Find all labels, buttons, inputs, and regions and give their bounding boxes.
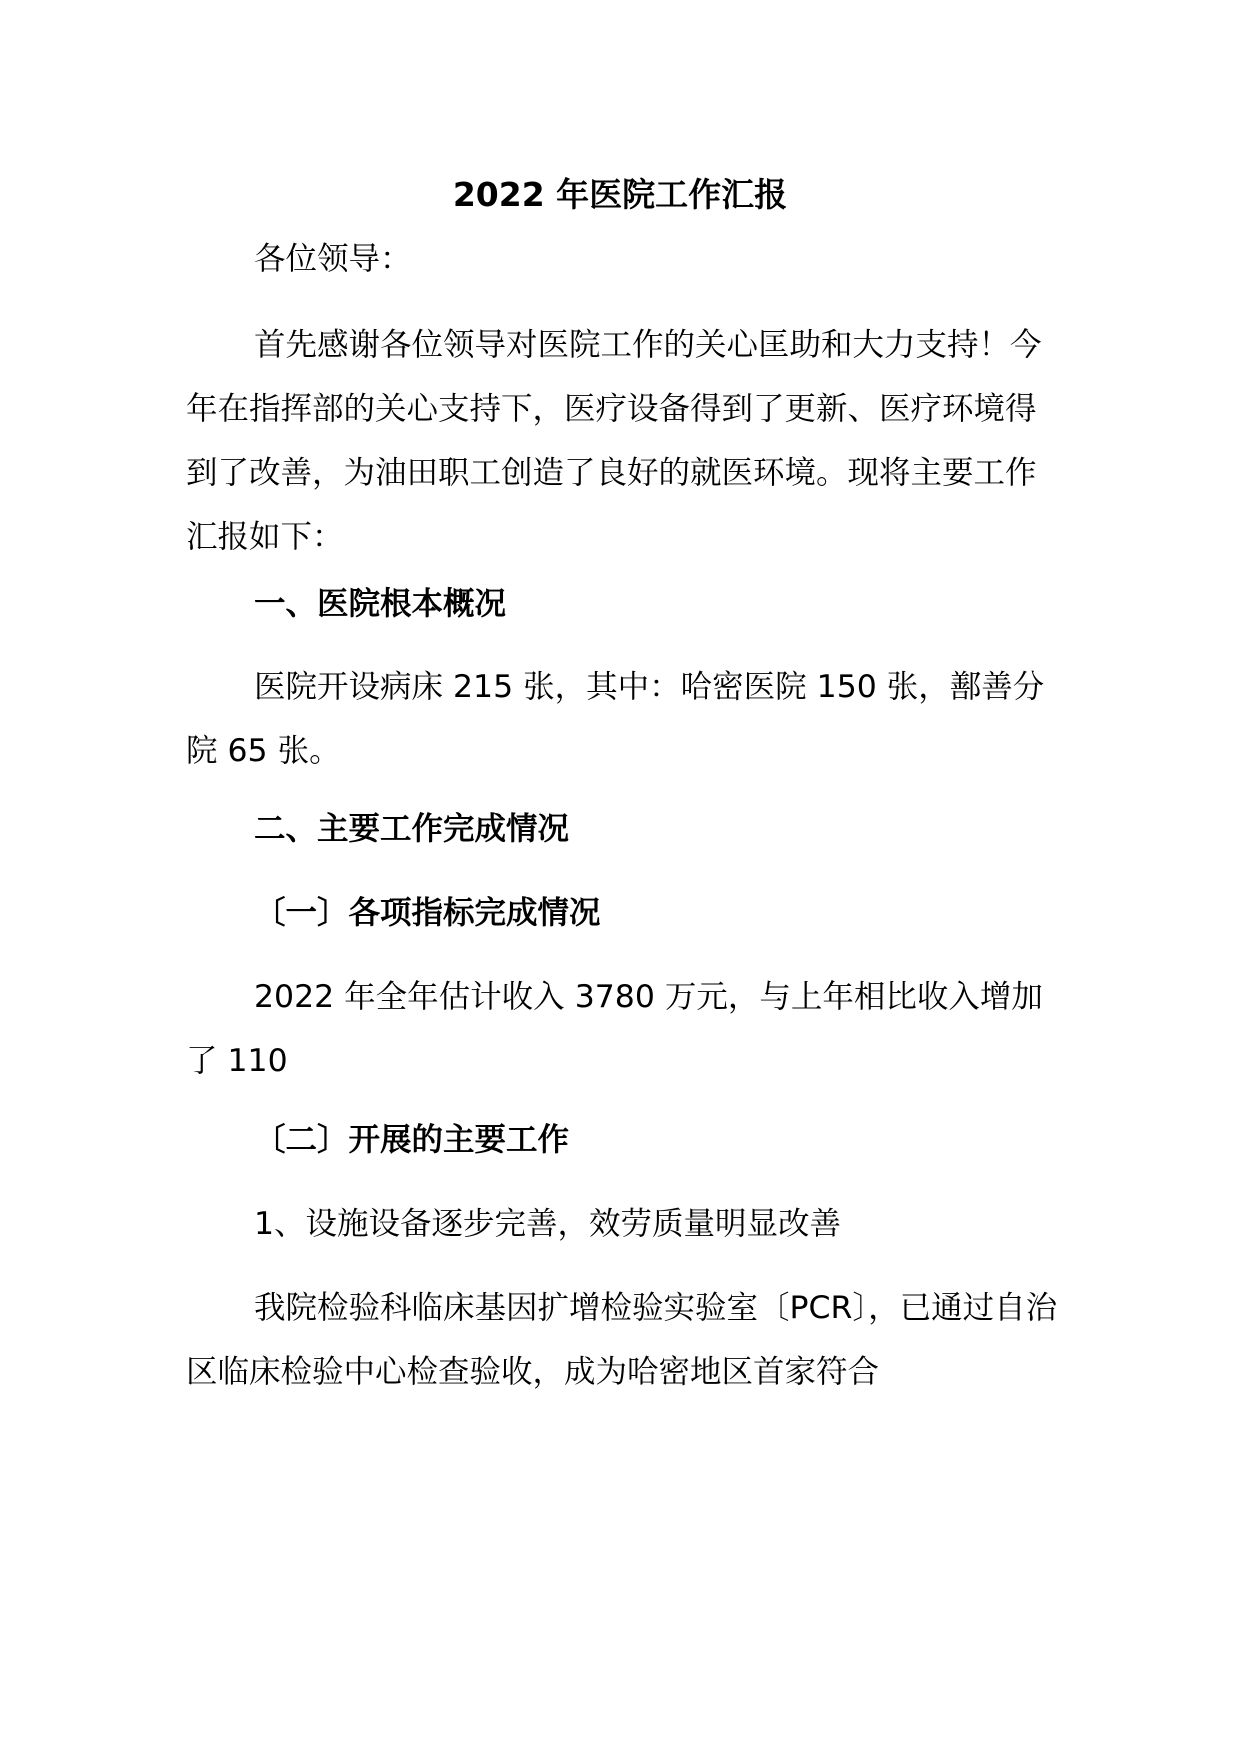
indicators-paragraph: 2022 年全年估计收入 3780 万元，与上年相比收入增加了 110 bbox=[186, 979, 1043, 1079]
section-heading-work-completion: 二、主要工作完成情况 bbox=[254, 811, 570, 847]
item-heading-facilities: 1、设施设备逐步完善，效劳质量明显改善 bbox=[254, 1206, 842, 1242]
facilities-paragraph: 我院检验科临床基因扩增检验实验室〔PCR〕，已通过自治区临床检验中心检查验收，成为哈密地区首家符合 bbox=[186, 1290, 1058, 1390]
subsection-heading-main-work: 〔二〕开展的主要工作 bbox=[254, 1122, 570, 1158]
document-title: 2022 年医院工作汇报 bbox=[452, 175, 788, 214]
salutation: 各位领导： bbox=[254, 241, 412, 277]
subsection-heading-indicators: 〔一〕各项指标完成情况 bbox=[254, 895, 601, 931]
overview-paragraph: 医院开设病床 215 张，其中：哈密医院 150 张，鄯善分院 65 张。 bbox=[186, 669, 1045, 769]
intro-paragraph: 首先感谢各位领导对医院工作的关心匡助和大力支持！今年在指挥部的关心支持下，医疗设备得到了更新、医疗环境得到了改善，为油田职工创造了良好的就医环境。现将主要工作汇报如下： bbox=[186, 327, 1042, 555]
section-heading-overview: 一、医院根本概况 bbox=[254, 586, 507, 622]
